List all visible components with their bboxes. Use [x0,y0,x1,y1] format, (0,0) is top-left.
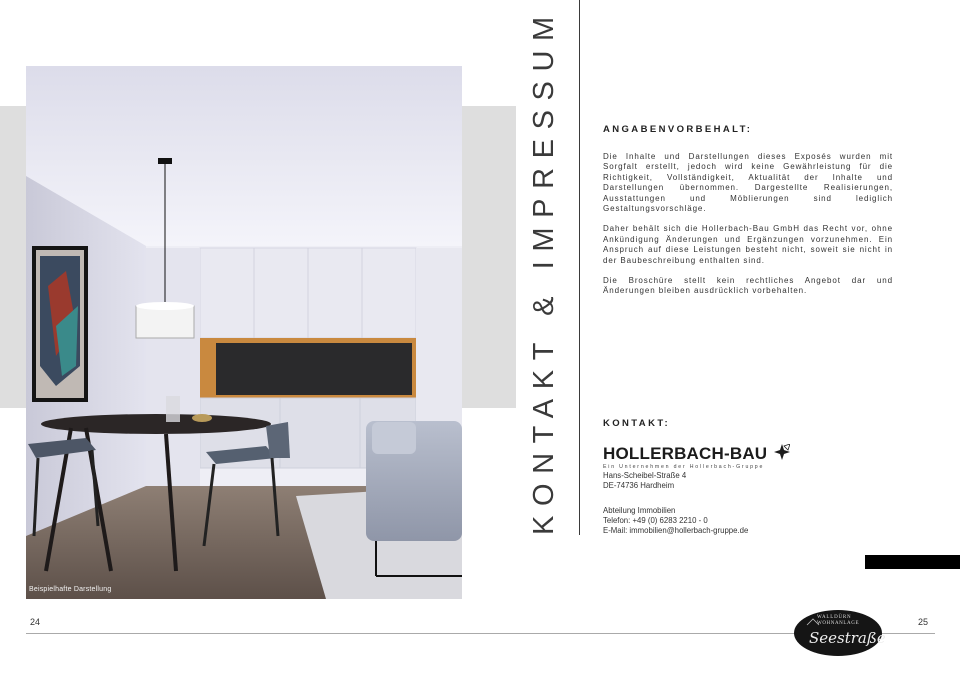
disclaimer-paragraph-1: Die Inhalte und Darstellungen dieses Exposés wurden mit Sorgfalt erstellt, jedoch wird keine Gewährleistung für die Richtigkeit, Vollständigkeit, Aktualität der Inhalte und Darstellungen übernommen. Dargestellte Realisierungen, Ausstattungen und Möblierungen sind lediglich Gestaltungsvorschläge. [603,152,893,214]
disclaimer-paragraph-3: Die Broschüre stellt kein rechtliches Angebot dar und Änderungen bleiben ausdrücklich vorbehalten. [603,276,893,296]
contact-heading: KONTAKT: [603,418,671,429]
grey-band-right [460,106,516,408]
emblem-line-1: WALLDÜRN [817,615,852,620]
email-link[interactable]: E-Mail: immobilien@hollerbach-gruppe.de [603,526,749,535]
page-number-left: 24 [30,617,41,627]
vertical-divider [579,0,580,535]
company-tagline: Ein Unternehmen der Hollerbach-Gruppe [603,464,765,470]
disclaimer-paragraph-2: Daher behält sich die Hollerbach-Bau GmbH das Recht vor, ohne Ankündigung Änderungen und Ergänzungen vorzunehmen. Ein Anspruch auf diese Leistungen besteht nicht, soweit sie nicht in der Baubeschreibung enthalten sind. [603,224,893,265]
address-street: Hans-Scheibel-Straße 4 [603,471,687,480]
page-number-right: 25 [918,617,929,627]
disclaimer-text [603,152,893,307]
company-logo-text: HOLLERBACH-BAU [603,444,768,463]
interior-photo [26,66,462,599]
emblem-line-2: WOHNANLAGE [817,621,860,626]
emblem-script: Seestraße [809,629,886,647]
black-accent-bar [865,555,960,569]
project-emblem [793,609,886,657]
disclaimer-heading: ANGABENVORBEHALT: [603,124,753,135]
phone: Telefon: +49 (0) 6283 2210 - 0 [603,516,708,525]
department: Abteilung Immobilien [603,506,676,515]
address-city: DE-74736 Hardheim [603,481,675,490]
grey-band-left [0,106,26,408]
vertical-title: KONTAKT & IMPRESSUM [528,7,560,535]
star-arrow-icon [774,444,790,460]
company-logo [603,444,790,464]
photo-caption: Beispielhafte Darstellung [29,586,112,593]
